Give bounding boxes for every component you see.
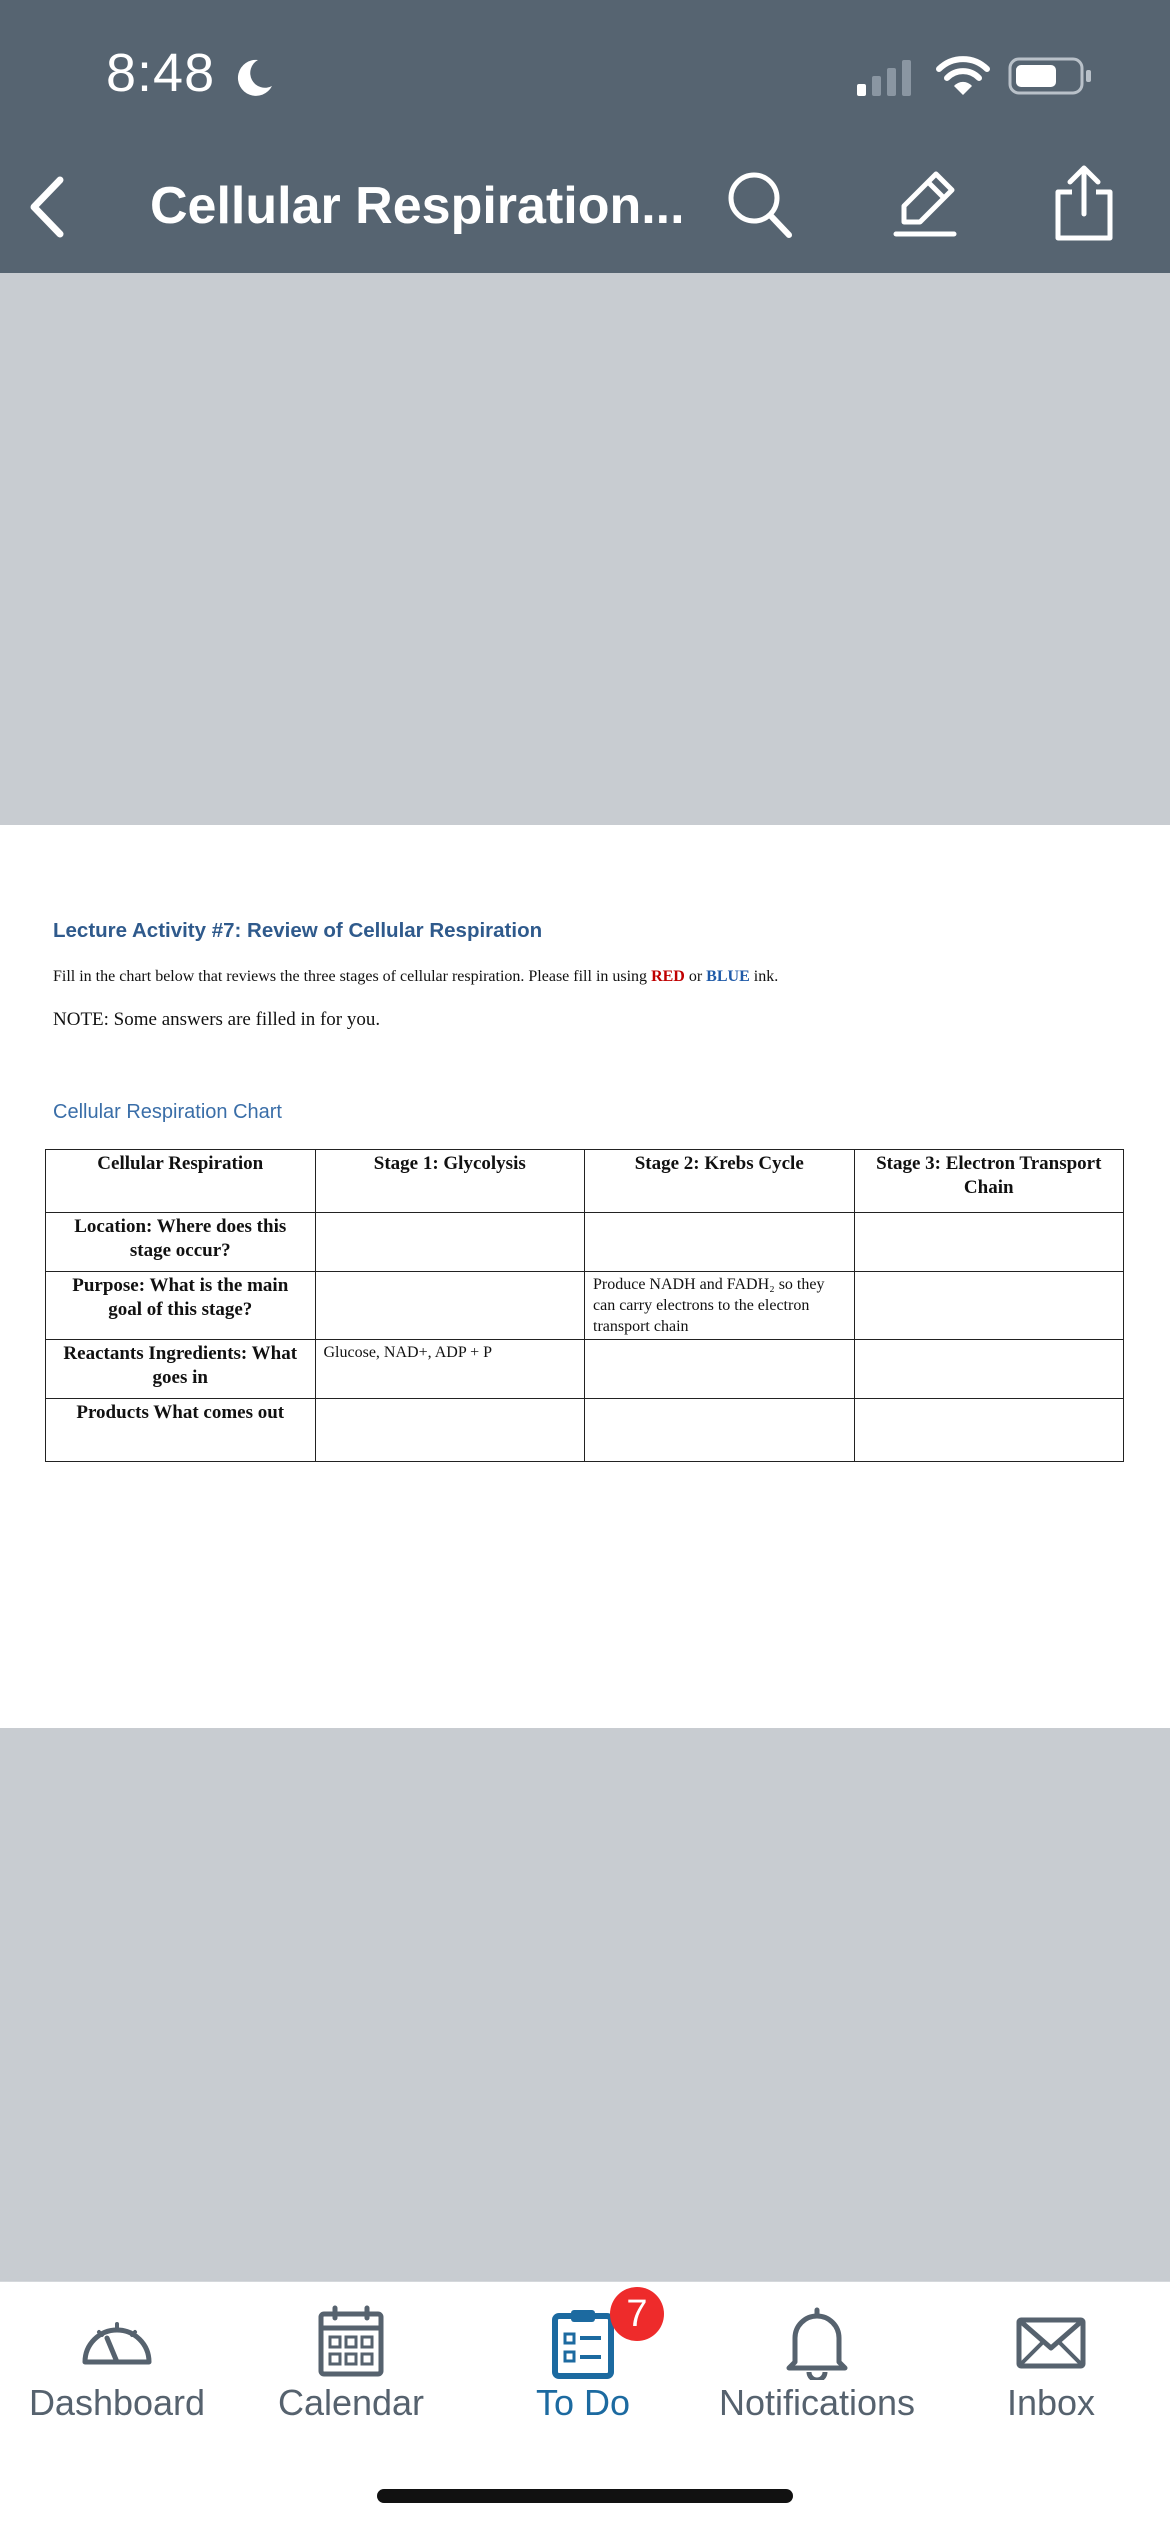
table-row — [46, 1213, 1124, 1272]
document-heading: Lecture Activity #7: Review of Cellular Respiration — [53, 919, 543, 942]
document-instructions — [53, 968, 778, 986]
table-cell — [854, 1213, 1124, 1272]
home-indicator — [377, 2489, 793, 2503]
row-header: Products What comes out — [46, 1399, 316, 1462]
tab-inbox[interactable] — [934, 2282, 1168, 2482]
search-button[interactable] — [726, 170, 794, 240]
tab-label: Inbox — [1006, 2382, 1096, 2423]
tab-label: Dashboard — [28, 2382, 206, 2423]
table-cell: Glucose, NAD+, ADP + P — [315, 1340, 585, 1399]
row-header: Purpose: What is the main goal of this stage? — [46, 1272, 316, 1340]
envelope-icon — [1013, 2304, 1089, 2380]
app-header — [0, 0, 1170, 273]
todo-count-badge: 7 — [610, 2287, 664, 2341]
respiration-chart-table — [45, 1149, 1124, 1462]
status-time: 8:48 — [106, 43, 216, 103]
page-title: Cellular Respiration... — [150, 177, 685, 235]
bell-icon — [779, 2304, 855, 2380]
column-header: Stage 1: Glycolysis — [315, 1150, 585, 1213]
instructions-suffix: ink. — [749, 968, 779, 985]
chart-heading: Cellular Respiration Chart — [53, 1101, 282, 1123]
column-header: Stage 3: Electron Transport Chain — [854, 1150, 1124, 1213]
column-header: Cellular Respiration — [46, 1150, 316, 1213]
battery-icon — [1008, 56, 1094, 96]
moon-icon — [232, 56, 276, 100]
dashboard-gauge-icon — [79, 2304, 155, 2380]
table-cell — [315, 1399, 585, 1462]
share-button[interactable] — [1052, 164, 1116, 244]
tab-label: Calendar — [277, 2382, 425, 2423]
table-cell — [585, 1340, 855, 1399]
instructions-prefix: Fill in the chart below that reviews the three stages of cellular respiration. Please fill in using — [53, 968, 652, 985]
table-cell — [585, 1399, 855, 1462]
table-cell — [315, 1213, 585, 1272]
annotate-button[interactable] — [890, 168, 960, 240]
table-row — [46, 1340, 1124, 1399]
table-cell — [854, 1340, 1124, 1399]
table-header-row — [46, 1150, 1124, 1213]
wifi-icon — [935, 55, 991, 97]
tab-notifications[interactable] — [700, 2282, 934, 2482]
table-cell — [315, 1272, 585, 1340]
tab-label: To Do — [535, 2382, 631, 2423]
tab-dashboard[interactable] — [0, 2282, 234, 2482]
instructions-red: RED — [651, 968, 685, 985]
table-cell — [854, 1272, 1124, 1340]
document-note: NOTE: Some answers are filled in for you. — [53, 1009, 381, 1030]
table-row — [46, 1272, 1124, 1340]
instructions-or: or — [684, 968, 707, 985]
calendar-icon — [313, 2304, 389, 2380]
column-header: Stage 2: Krebs Cycle — [585, 1150, 855, 1213]
row-header: Location: Where does this stage occur? — [46, 1213, 316, 1272]
cellular-signal-icon — [855, 58, 915, 96]
table-row — [46, 1399, 1124, 1462]
tab-calendar[interactable] — [234, 2282, 468, 2482]
tab-to-do[interactable] — [466, 2282, 700, 2482]
table-cell — [854, 1399, 1124, 1462]
tab-label: Notifications — [718, 2382, 916, 2423]
row-header: Reactants Ingredients: What goes in — [46, 1340, 316, 1399]
table-cell — [585, 1213, 855, 1272]
document-page[interactable] — [0, 825, 1170, 1728]
back-button[interactable] — [22, 172, 70, 242]
table-cell: Produce NADH and FADH₂ so they can carry electrons to the electron transport chain — [585, 1272, 855, 1340]
instructions-blue: BLUE — [706, 968, 750, 985]
